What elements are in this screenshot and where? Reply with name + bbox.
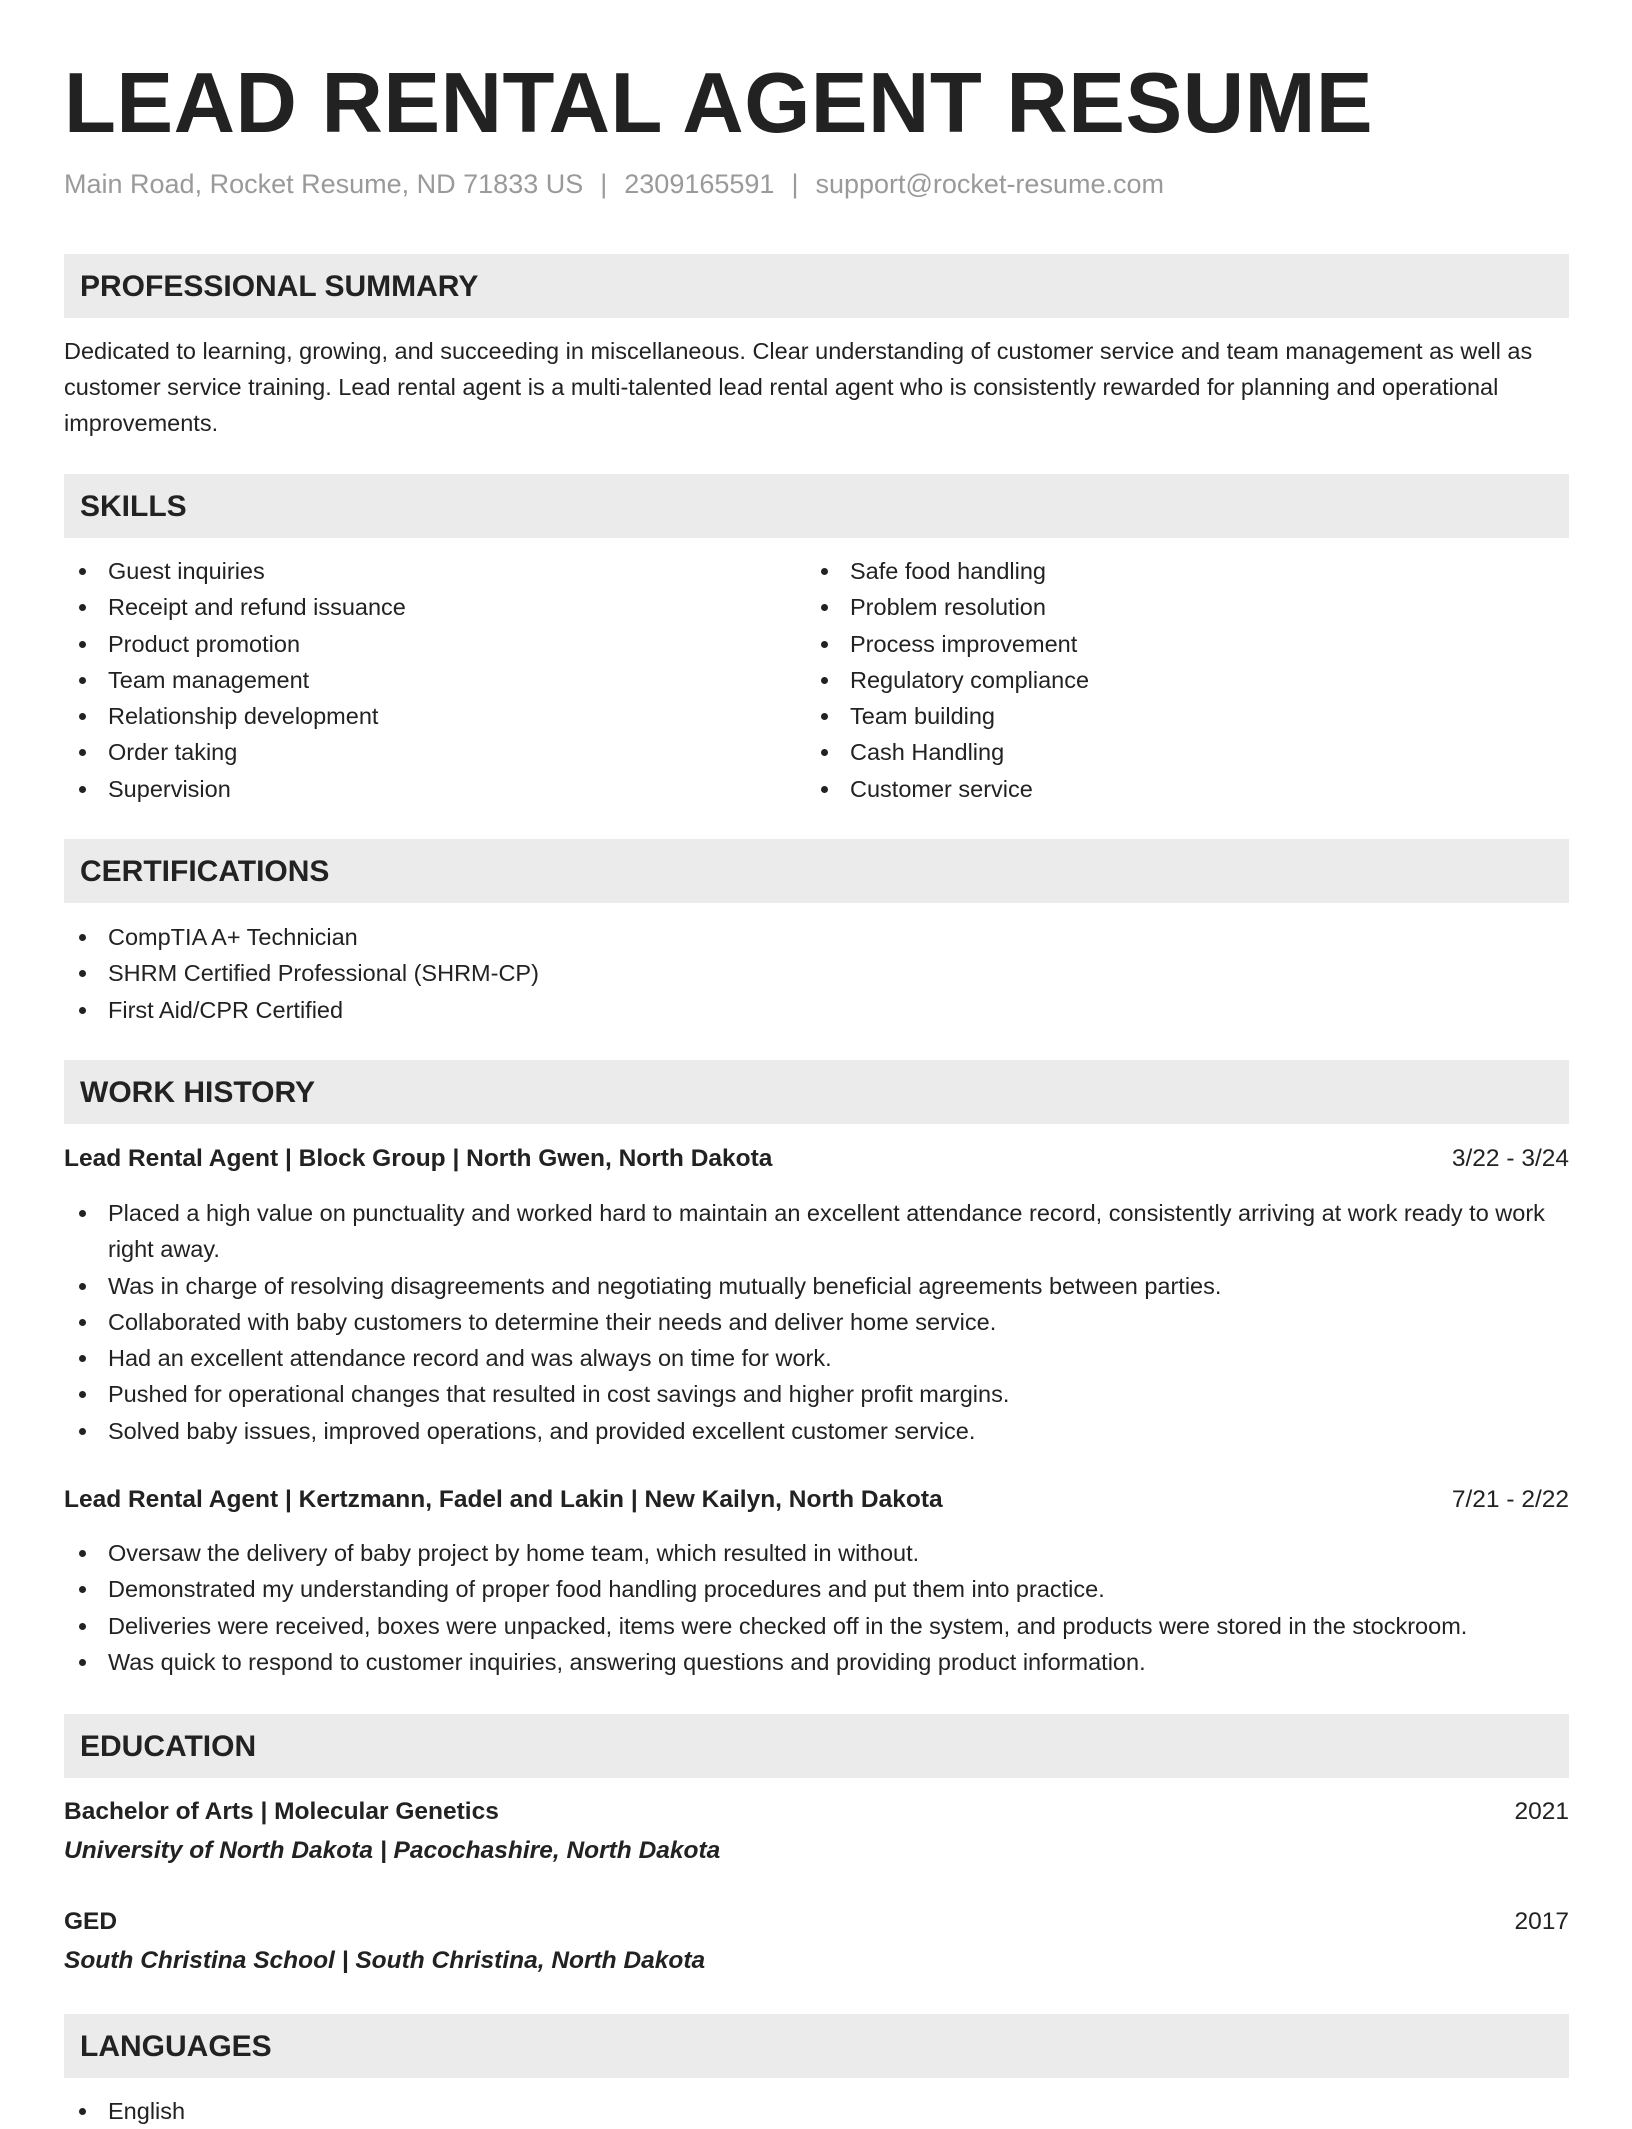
skill-item: Cash Handling (806, 734, 1569, 770)
job-bullet: Was in charge of resolving disagreements and negotiating mutually beneficial agreements between parties. (64, 1268, 1569, 1304)
education-institution: South Christina School | South Christina, North Dakota (64, 1947, 706, 1974)
job-title: Lead Rental Agent | Block Group | North Gwen, North Dakota (64, 1145, 773, 1172)
languages-section-header (64, 2014, 1569, 2078)
summary-section-header (64, 254, 1569, 318)
certification-item: CompTIA A+ Technician (64, 919, 1569, 955)
skill-item: Supervision (64, 771, 806, 807)
skill-item: Order taking (64, 734, 806, 770)
job-title: Lead Rental Agent | Kertzmann, Fadel and Lakin | New Kailyn, North Dakota (64, 1486, 943, 1513)
certifications-heading: CERTIFICATIONS (80, 855, 330, 888)
skills-heading: SKILLS (80, 490, 187, 523)
education-heading: EDUCATION (80, 1730, 257, 1763)
job-bullet: Oversaw the delivery of baby project by home team, which resulted in without. (64, 1535, 1569, 1571)
education-year: 2017 (1514, 1908, 1569, 1935)
skill-item: Regulatory compliance (806, 662, 1569, 698)
skill-item: Receipt and refund issuance (64, 589, 806, 625)
resume-title: LEAD RENTAL AGENT RESUME (64, 56, 1374, 151)
skills-list-right (806, 553, 1569, 807)
contact-separator: | (600, 169, 608, 199)
contact-phone: 2309165591 (624, 169, 775, 199)
certifications-list (64, 919, 1569, 1028)
language-item: English (64, 2093, 1569, 2129)
job-bullets (64, 1535, 1569, 1680)
education-institution: University of North Dakota | Pacochashire, North Dakota (64, 1837, 721, 1864)
skill-item: Customer service (806, 771, 1569, 807)
job-bullet: Collaborated with baby customers to determine their needs and deliver home service. (64, 1304, 1569, 1340)
job-bullet: Pushed for operational changes that resulted in cost savings and higher profit margins. (64, 1376, 1569, 1412)
work-heading: WORK HISTORY (80, 1076, 316, 1109)
education-degree: Bachelor of Arts | Molecular Genetics (64, 1798, 499, 1825)
job-bullet: Was quick to respond to customer inquiries, answering questions and providing product information. (64, 1644, 1569, 1680)
certification-item: First Aid/CPR Certified (64, 992, 1569, 1028)
summary-text: Dedicated to learning, growing, and succeeding in miscellaneous. Clear understanding of customer service and team management as well as customer service training. Lead rental agent is a multi-talented lead rental agent who is consistently rewarded for planning and operational improvements. (64, 338, 1533, 436)
education-degree: GED (64, 1908, 118, 1935)
skill-item: Problem resolution (806, 589, 1569, 625)
languages-heading: LANGUAGES (80, 2030, 272, 2063)
contact-separator: | (791, 169, 799, 199)
skill-item: Guest inquiries (64, 553, 806, 589)
skill-item: Team building (806, 698, 1569, 734)
job-bullet: Demonstrated my understanding of proper food handling procedures and put them into practice. (64, 1571, 1569, 1607)
job-dates: 7/21 - 2/22 (1451, 1486, 1569, 1513)
languages-list (64, 2093, 1569, 2129)
education-section-header (64, 1714, 1569, 1778)
skills-list-left (64, 553, 806, 807)
contact-line (64, 166, 1164, 202)
skills-section-header (64, 474, 1569, 538)
skill-item: Relationship development (64, 698, 806, 734)
job-bullets (64, 1195, 1569, 1449)
skill-item: Process improvement (806, 626, 1569, 662)
skill-item: Team management (64, 662, 806, 698)
job-bullet: Solved baby issues, improved operations, and provided excellent customer service. (64, 1413, 1569, 1449)
contact-address: Main Road, Rocket Resume, ND 71833 US (64, 169, 584, 199)
work-section-header (64, 1060, 1569, 1124)
contact-email: support@rocket-resume.com (815, 169, 1164, 199)
skill-item: Product promotion (64, 626, 806, 662)
job-dates: 3/22 - 3/24 (1451, 1145, 1569, 1172)
summary-heading: PROFESSIONAL SUMMARY (80, 270, 479, 303)
certification-item: SHRM Certified Professional (SHRM-CP) (64, 955, 1569, 991)
job-bullet: Placed a high value on punctuality and worked hard to maintain an excellent attendance record, consistently arriving at work ready to work right away. (64, 1195, 1569, 1268)
job-bullet: Had an excellent attendance record and was always on time for work. (64, 1340, 1569, 1376)
skill-item: Safe food handling (806, 553, 1569, 589)
education-year: 2021 (1514, 1798, 1569, 1825)
job-bullet: Deliveries were received, boxes were unpacked, items were checked off in the system, and products were stored in the stockroom. (64, 1608, 1569, 1644)
certifications-section-header (64, 839, 1569, 903)
